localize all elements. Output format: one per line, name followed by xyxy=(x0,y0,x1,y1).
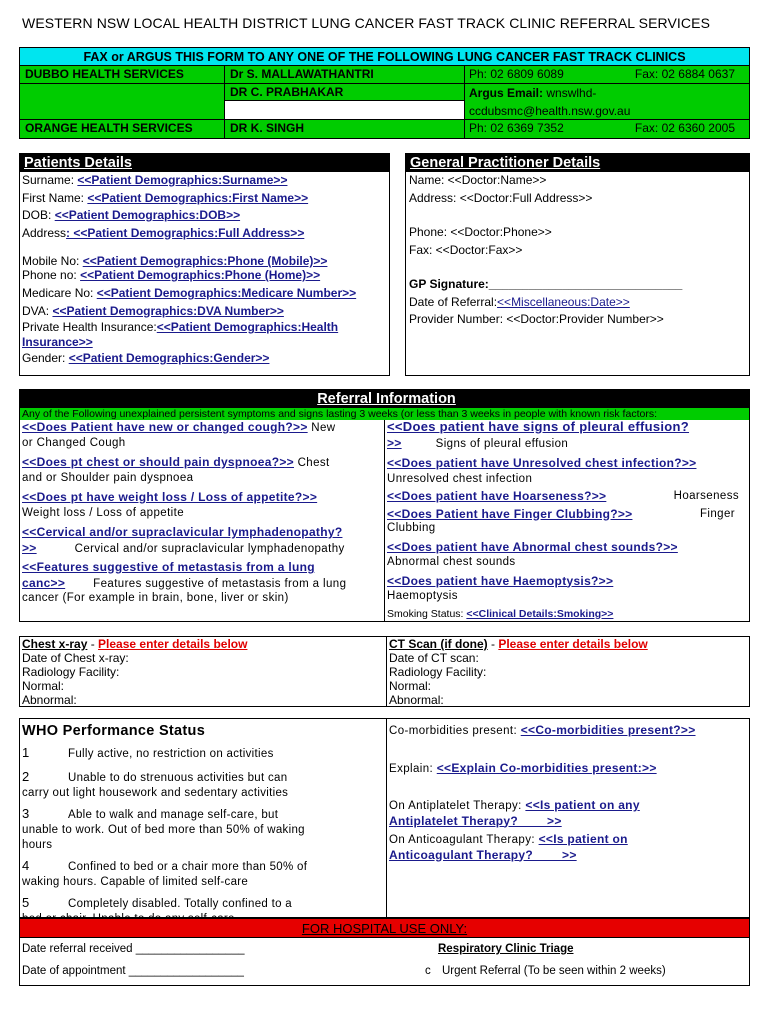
who-heading: WHO Performance Status xyxy=(22,723,206,739)
orange-service: ORANGE HEALTH SERVICES xyxy=(20,120,225,138)
xray-abnormal[interactable]: Abnormal: xyxy=(22,693,77,707)
weight-loss-field[interactable]: <<Does pt have weight loss / Loss of appetite?>> xyxy=(22,490,318,504)
xray-normal[interactable]: Normal: xyxy=(22,679,65,693)
dubbo-argus xyxy=(465,84,749,119)
pleural-effusion-field[interactable]: <<Does patient have signs of pleural effusion? xyxy=(387,419,690,434)
patient-mobile-field[interactable]: <<Patient Demographics:Phone (Mobile)>> xyxy=(82,254,328,268)
patient-insurance-field[interactable]: <<Patient Demographics:Health xyxy=(156,320,339,334)
argus-email-1: wnswlhd- xyxy=(546,86,597,100)
patient-dva-field[interactable]: <<Patient Demographics:DVA Number>> xyxy=(52,303,284,318)
dubbo-contact xyxy=(465,66,749,83)
comorbidities-explain-field[interactable]: <<Explain Co-morbidities present:>> xyxy=(436,760,657,775)
clubbing-field[interactable]: <<Does Patient have Finger Clubbing?>> xyxy=(387,506,633,521)
chest-sounds-field[interactable]: <<Does patient have Abnormal chest sounds?>> xyxy=(387,539,678,554)
gp-details-heading: General Practitioner Details xyxy=(406,154,749,172)
dubbo-doctor-2-cell xyxy=(225,84,465,119)
ct-scan-section: CT Scan (if done) - Please enter details below Date of CT scan: Radiology Facility: Normal: Abnormal: xyxy=(387,637,749,706)
referral-intro: Any of the Following unexplained persistent symptoms and signs lasting 3 weeks (or less than 3 weeks in people with known risk factors: xyxy=(20,408,749,420)
chest-xray-section: Chest x-ray - Please enter details below Date of Chest x-ray: Radiology Facility: Normal: Abnormal: xyxy=(20,637,387,706)
gp-address: Address: <<Doctor:Full Address>> xyxy=(409,190,593,205)
smoking-status-field[interactable]: <<Clinical Details:Smoking>> xyxy=(466,607,614,620)
ct-facility[interactable]: Radiology Facility: xyxy=(389,665,487,679)
date-of-appointment[interactable]: Date of appointment __________________ xyxy=(22,965,244,977)
urgent-referral-label: Urgent Referral (To be seen within 2 weeks) xyxy=(441,965,666,977)
orange-doctor: DR K. SINGH xyxy=(225,120,465,138)
xray-facility[interactable]: Radiology Facility: xyxy=(22,665,120,679)
orange-fax: Fax: 02 6360 2005 xyxy=(634,121,735,135)
referral-info-box xyxy=(19,389,750,622)
ct-normal[interactable]: Normal: xyxy=(389,679,432,693)
comorbidities-field[interactable]: <<Co-morbidities present?>> xyxy=(520,723,696,737)
patient-address-field[interactable]: : <<Patient Demographics:Full Address>> xyxy=(66,225,305,240)
referral-right-column: <<Does patient have signs of pleural effusion? >> Signs of pleural effusion <<Does patient have Unresolved chest infection?>> Unresolved chest infection <<Does patient have Hoarseness?>> Hoarseness <<Does Patient have Finger Clubbing?>> Finger Clubbing <<Does patient have Abnormal chest sounds?>> Abnormal chest sounds <<Does patient have Haemoptysis?>> Haemoptysis Smoking Status: <<Clinical Details:Smoking>> xyxy=(387,419,739,620)
date-referral-received[interactable]: Date referral received _________________ xyxy=(22,943,245,955)
xray-date[interactable]: Date of Chest x-ray: xyxy=(22,651,129,665)
dubbo-doctor-1: Dr S. MALLAWATHANTRI xyxy=(225,66,465,83)
referral-info-heading: Referral Information xyxy=(20,390,749,408)
chest-infection-field[interactable]: <<Does patient have Unresolved chest infection?>> xyxy=(387,456,697,470)
respiratory-triage-label: Respiratory Clinic Triage xyxy=(438,943,574,955)
gp-details-box: General Practitioner Details Name: <<Doctor:Name>> Address: <<Doctor:Full Address>> Phone: <<Doctor:Phone>> Fax: <<Doctor:Fax>> GP Signature:_____________________________ Date of Referral:<<Miscellaneous:Date>> Provider Number: <<Doctor:Provider Number>> xyxy=(405,153,750,376)
gp-signature-label: GP Signature: xyxy=(409,277,489,291)
patient-dob-field[interactable]: <<Patient Demographics:DOB>> xyxy=(54,208,241,222)
ct-abnormal[interactable]: Abnormal: xyxy=(389,693,444,707)
argus-label: Argus Email: xyxy=(469,86,544,100)
dyspnoea-field[interactable]: <<Does pt chest or should pain dyspnoea?>> xyxy=(22,455,294,469)
orange-contact xyxy=(465,120,749,138)
clinic-table xyxy=(19,47,750,139)
document-title: WESTERN NSW LOCAL HEALTH DISTRICT LUNG CANCER FAST TRACK CLINIC REFERRAL SERVICES xyxy=(22,15,711,31)
lymphadenopathy-field[interactable]: <<Cervical and/or supraclavicular lymphadenopathy? xyxy=(22,525,343,539)
hoarseness-field[interactable]: <<Does patient have Hoarseness?>> xyxy=(387,489,607,503)
comorbidities-section: Co-morbidities present: <<Co-morbidities present?>> Explain: <<Explain Co-morbidities present:>> On Antiplatelet Therapy: <<Is patient on any Antiplatelet Therapy? >> On Anticoagulant Therapy: <<Is patient on Anticoagulant Therapy? >> xyxy=(389,723,696,862)
patient-medicare-field[interactable]: <<Patient Demographics:Medicare Number>> xyxy=(96,286,357,300)
gp-name: Name: <<Doctor:Name>> xyxy=(409,173,547,187)
ct-date[interactable]: Date of CT scan: xyxy=(389,651,479,665)
cough-field[interactable]: <<Does Patient have new or changed cough?>> xyxy=(22,420,308,434)
anticoagulant-field[interactable]: <<Is patient on xyxy=(538,832,628,846)
dubbo-empty xyxy=(20,84,225,119)
patient-gender-field[interactable]: <<Patient Demographics:Gender>> xyxy=(68,351,270,365)
urgent-referral-checkbox[interactable]: c xyxy=(425,965,431,977)
referral-left-column: <<Does Patient have new or changed cough?>> New or Changed Cough <<Does pt chest or should pain dyspnoea?>> Chest and or Shoulder pain dyspnoea <<Does pt have weight loss / Loss of appetite?>> Weight loss / Loss of appetite <<Cervical and/or supraclavicular lymphadenopathy? >> Cervical and/or supraclavicular lymphadenopathy <<Features suggestive of metastasis from a lung canc>> Features suggestive of metastasis from a lung cancer (For example in brain, bone, liver or skin) xyxy=(20,420,385,622)
gp-signature-line[interactable]: _____________________________ xyxy=(488,277,683,291)
dubbo-fax: Fax: 02 6884 0637 xyxy=(634,67,735,81)
patient-firstname-field[interactable]: <<Patient Demographics:First Name>> xyxy=(87,190,309,205)
who-box xyxy=(19,718,750,918)
metastasis-field[interactable]: <<Features suggestive of metastasis from a lung xyxy=(22,560,315,574)
haemoptysis-field[interactable]: <<Does patient have Haemoptysis?>> xyxy=(387,573,614,588)
patient-details-heading: Patients Details xyxy=(20,154,389,172)
argus-email-2: ccdubsmc@health.nsw.gov.au xyxy=(469,104,631,118)
dubbo-doctor-2: DR C. PRABHAKAR xyxy=(225,84,464,101)
who-performance-section: WHO Performance Status 1 Fully active, no restriction on activities 2 Unable to do strenuous activities but can carry out light housework and sedentary activities 3 Able to walk and manage self-care, but unable to work. Out of bed more than 50% of waking hours 4 Confined to bed or a chair more than 50% of waking hours. Capable of limited self-care 5 Completely disabled. Totally confined to a xyxy=(20,719,387,917)
clinic-table-header: FAX or ARGUS THIS FORM TO ANY ONE OF THE FOLLOWING LUNG CANCER FAST TRACK CLINICS xyxy=(20,48,749,66)
dubbo-service: DUBBO HEALTH SERVICES xyxy=(20,66,225,83)
antiplatelet-field[interactable]: <<Is patient on any xyxy=(525,798,640,812)
patient-surname-field[interactable]: <<Patient Demographics:Surname>> xyxy=(77,173,288,187)
gp-fax: Fax: <<Doctor:Fax>> xyxy=(409,242,523,257)
patient-details-box: Patients Details Surname: <<Patient Demographics:Surname>> First Name: <<Patient Demographics:First Name>> DOB: <<Patient Demographics:DOB>> Address: <<Patient Demographics:Full Address>> Mobile No: <<Patient Demographics:Phone (Mobile)>> Phone no: <<Patient Demographics:Phone (Home)>> Medicare No: <<Patient Demographics:Medicare Number>> DVA: <<Patient Demographics:DVA Number>> Private Health Insurance:<<Patient Demographics:Health Insurance>> Gender: <<Patient Demographics:Gender>> xyxy=(19,153,390,376)
orange-phone: Ph: 02 6369 7352 xyxy=(469,121,564,135)
gp-provider-number: Provider Number: <<Doctor:Provider Number>> xyxy=(409,312,664,326)
patient-phone-field[interactable]: <<Patient Demographics:Phone (Home)>> xyxy=(80,268,321,282)
dubbo-phone: Ph: 02 6809 6089 xyxy=(469,67,564,81)
imaging-box xyxy=(19,636,750,707)
gp-phone: Phone: <<Doctor:Phone>> xyxy=(409,225,552,239)
hospital-use-heading: FOR HOSPITAL USE ONLY: xyxy=(19,918,750,938)
gp-referral-date[interactable]: <<Miscellaneous:Date>> xyxy=(497,294,630,309)
patient-insurance-field-cont[interactable]: Insurance>> xyxy=(22,335,93,349)
hospital-use-box xyxy=(19,938,750,986)
